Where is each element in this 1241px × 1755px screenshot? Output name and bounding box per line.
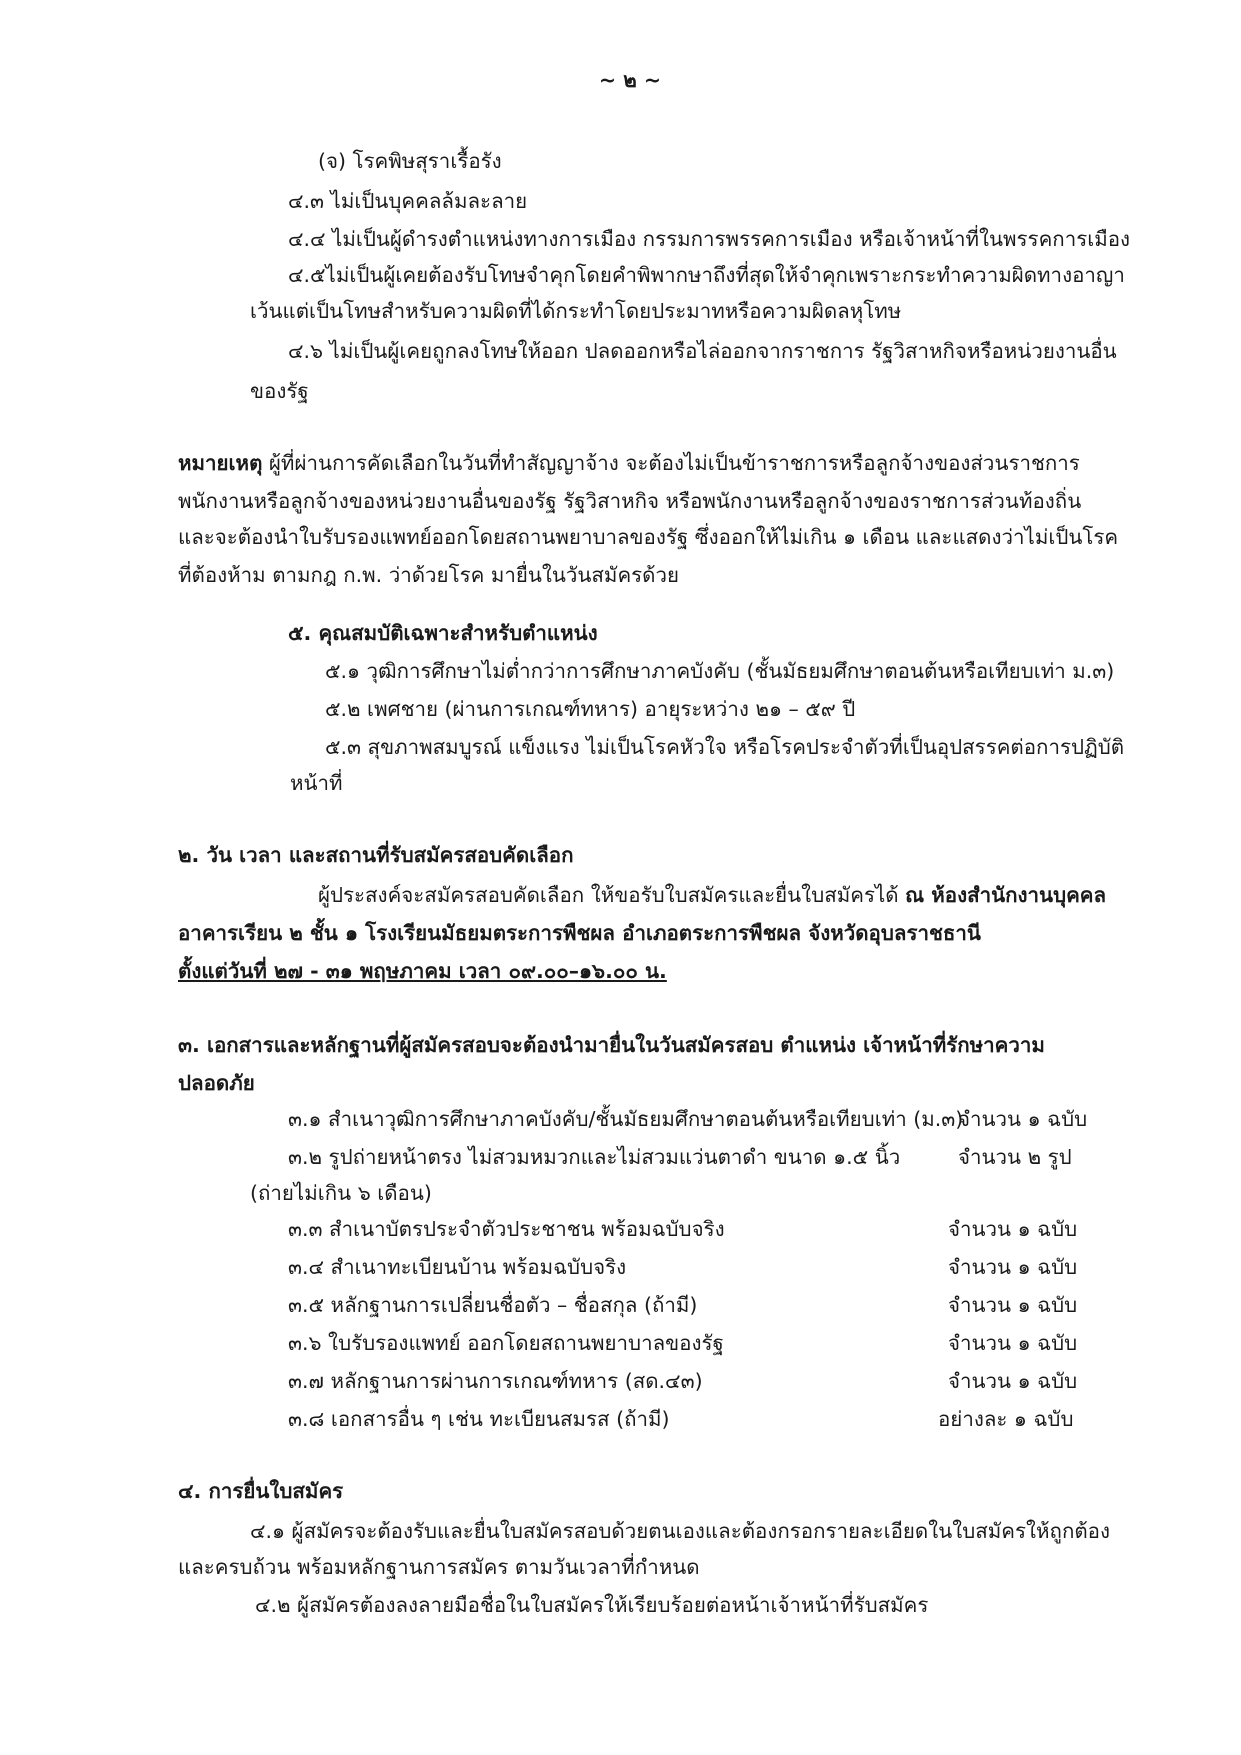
item-4-3: ๔.๓ ไม่เป็นบุคคลล้มละลาย	[288, 189, 528, 213]
item-4-5: ๔.๕ไม่เป็นผู้เคยต้องรับโทษจำคุกโดยคำพิพากษาถึงที่สุดให้จำคุกเพราะกระทำความผิดทางอาญา	[288, 263, 1125, 287]
note-line-3: และจะต้องนำใบรับรองแพทย์ออกโดยสถานพยาบาลของรัฐ ซึ่งออกให้ไม่เกิน ๑ เดือน และแสดงว่าไม่เป็นโรค	[178, 525, 1119, 549]
section-2-date: ตั้งแต่วันที่ ๒๗ - ๓๑ พฤษภาคม เวลา ๐๙.๐๐–๑๖.๐๐ น.	[178, 959, 667, 983]
section-2-text: ผู้ประสงค์จะสมัครสอบคัดเลือก ให้ขอรับใบสมัครและยื่นใบสมัครได้	[318, 883, 906, 907]
doc-item: ๓.๕ หลักฐานการเปลี่ยนชื่อตัว – ชื่อสกุล (ถ้ามี)	[288, 1293, 698, 1317]
note-line-2: พนักงานหรือลูกจ้างของหน่วยงานอื่นของรัฐ รัฐวิสาหกิจ หรือพนักงานหรือลูกจ้างของราชการส่วนท้องถิ่น	[178, 489, 1082, 513]
item-4-5-cont: เว้นแต่เป็นโทษสำหรับความผิดที่ได้กระทำโดยประมาทหรือความผิดลหุโทษ	[250, 299, 902, 323]
item-4-6: ๔.๖ ไม่เป็นผู้เคยถูกลงโทษให้ออก ปลดออกหรือไล่ออกจากราชการ รัฐวิสาหกิจหรือหน่วยงานอื่น	[288, 339, 1117, 363]
doc-item: ๓.๔ สำเนาทะเบียนบ้าน พร้อมฉบับจริง	[288, 1255, 627, 1279]
note-label: หมายเหตุ	[178, 451, 263, 475]
doc-item: ๓.๒ รูปถ่ายหน้าตรง ไม่สวมหมวกและไม่สวมแว่นตาดำ ขนาด ๑.๕ นิ้ว	[288, 1145, 901, 1169]
item-e: (จ) โรคพิษสุราเรื้อรัง	[318, 149, 502, 173]
item-5-1: ๕.๑ วุฒิการศึกษาไม่ต่ำกว่าการศึกษาภาคบังคับ (ชั้นมัธยมศึกษาตอนต้นหรือเทียบเท่า ม.๓)	[325, 659, 1115, 683]
doc-item: ๓.๑ สำเนาวุฒิการศึกษาภาคบังคับ/ชั้นมัธยมศึกษาตอนต้นหรือเทียบเท่า (ม.๓)	[288, 1107, 964, 1131]
item-4-1-cont: และครบถ้วน พร้อมหลักฐานการสมัคร ตามวันเวลาที่กำหนด	[178, 1555, 700, 1579]
section-3-heading: ๓. เอกสารและหลักฐานที่ผู้สมัครสอบจะต้องนำมายื่นในวันสมัครสอบ ตำแหน่ง เจ้าหน้าที่รักษาความ	[178, 1033, 1045, 1057]
doc-qty: อย่างละ ๑ ฉบับ	[938, 1407, 1074, 1431]
page-number: ~ ๒ ~	[598, 68, 662, 92]
doc-item: ๓.๓ สำเนาบัตรประจำตัวประชาชน พร้อมฉบับจริง	[288, 1217, 725, 1241]
doc-qty: จำนวน ๑ ฉบับ	[948, 1217, 1078, 1241]
doc-item: ๓.๖ ใบรับรองแพทย์ ออกโดยสถานพยาบาลของรัฐ	[288, 1331, 724, 1355]
item-5-2: ๕.๒ เพศชาย (ผ่านการเกณฑ์ทหาร) อายุระหว่าง ๒๑ – ๕๙ ปี	[325, 697, 856, 721]
section-2-location: ณ ห้องสำนักงานบุคคล	[905, 883, 1107, 907]
note-line-4: ที่ต้องห้าม ตามกฎ ก.พ. ว่าด้วยโรค มายื่นในวันสมัครด้วย	[178, 563, 679, 587]
section-3-heading-cont: ปลอดภัย	[178, 1071, 255, 1095]
doc-item: ๓.๗ หลักฐานการผ่านการเกณฑ์ทหาร (สด.๔๓)	[288, 1369, 703, 1393]
doc-qty: จำนวน ๑ ฉบับ	[948, 1331, 1078, 1355]
section-5-heading: ๕. คุณสมบัติเฉพาะสำหรับตำแหน่ง	[288, 621, 598, 645]
note-text: ผู้ที่ผ่านการคัดเลือกในวันที่ทำสัญญาจ้าง จะต้องไม่เป็นข้าราชการหรือลูกจ้างของส่วนราชการ	[268, 451, 1080, 475]
doc-qty: จำนวน ๑ ฉบับ	[958, 1107, 1088, 1131]
doc-item-cont: (ถ่ายไม่เกิน ๖ เดือน)	[250, 1181, 432, 1205]
item-4-1: ๔.๑ ผู้สมัครจะต้องรับและยื่นใบสมัครสอบด้วยตนเองและต้องกรอกรายละเอียดในใบสมัครให้ถูกต้อง	[250, 1519, 1111, 1543]
item-5-3: ๕.๓ สุขภาพสมบูรณ์ แข็งแรง ไม่เป็นโรคหัวใจ หรือโรคประจำตัวที่เป็นอุปสรรคต่อการปฏิบัติ	[325, 735, 1125, 759]
doc-item: ๓.๘ เอกสารอื่น ๆ เช่น ทะเบียนสมรส (ถ้ามี)	[288, 1407, 670, 1431]
item-4-6-cont: ของรัฐ	[250, 379, 309, 403]
note-line-1	[178, 450, 1080, 476]
doc-qty: จำนวน ๑ ฉบับ	[948, 1255, 1078, 1279]
section-2-line-1	[318, 882, 1106, 908]
section-2-heading: ๒. วัน เวลา และสถานที่รับสมัครสอบคัดเลือก	[178, 843, 574, 867]
section-2-line-2: อาคารเรียน ๒ ชั้น ๑ โรงเรียนมัธยมตระการพืชผล อำเภอตระการพืชผล จังหวัดอุบลราชธานี	[178, 921, 981, 945]
doc-qty: จำนวน ๑ ฉบับ	[948, 1293, 1078, 1317]
doc-qty: จำนวน ๑ ฉบับ	[948, 1369, 1078, 1393]
item-4-2: ๔.๒ ผู้สมัครต้องลงลายมือชื่อในใบสมัครให้เรียบร้อยต่อหน้าเจ้าหน้าที่รับสมัคร	[255, 1593, 929, 1617]
item-5-3-cont: หน้าที่	[290, 771, 343, 795]
doc-qty: จำนวน ๒ รูป	[958, 1145, 1072, 1169]
section-4-heading: ๔. การยื่นใบสมัคร	[178, 1479, 344, 1503]
item-4-4: ๔.๔ ไม่เป็นผู้ดำรงตำแหน่งทางการเมือง กรรมการพรรคการเมือง หรือเจ้าหน้าที่ในพรรคการเมือง	[288, 227, 1131, 251]
